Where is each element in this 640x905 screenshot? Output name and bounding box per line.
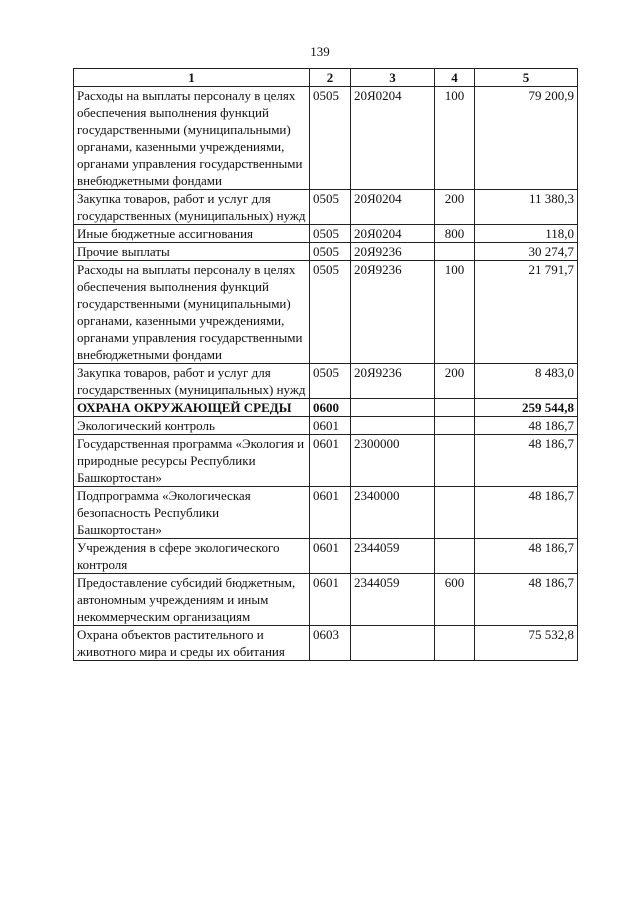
row-expense-kind-cell — [435, 626, 475, 661]
row-amount-cell: 8 483,0 — [475, 364, 578, 399]
row-section-cell: 0601 — [310, 574, 351, 626]
column-header-target-item: 3 — [351, 69, 435, 87]
row-amount-cell: 48 186,7 — [475, 574, 578, 626]
row-target-item-cell — [351, 417, 435, 435]
row-target-item-cell: 2300000 — [351, 435, 435, 487]
row-target-item-cell: 20Я0204 — [351, 87, 435, 190]
page-number: 139 — [310, 44, 330, 59]
row-section-cell: 0603 — [310, 626, 351, 661]
row-name-cell: Расходы на выплаты персоналу в целях обеспечения выполнения функций государственными (муниципальными) органами, казенными учреждениями, органами управления государственными внебюджетными фондами — [74, 87, 310, 190]
table-row — [74, 626, 578, 661]
row-amount-cell: 48 186,7 — [475, 487, 578, 539]
table-body — [74, 87, 578, 661]
row-amount-cell: 48 186,7 — [475, 417, 578, 435]
row-amount-cell: 118,0 — [475, 225, 578, 243]
row-section-cell: 0505 — [310, 225, 351, 243]
table-header-row — [74, 69, 578, 87]
row-target-item-cell: 2340000 — [351, 487, 435, 539]
row-name-cell: Иные бюджетные ассигнования — [74, 225, 310, 243]
row-name-cell: Экологический контроль — [74, 417, 310, 435]
row-target-item-cell: 20Я9236 — [351, 243, 435, 261]
row-section-cell: 0601 — [310, 539, 351, 574]
row-expense-kind-cell — [435, 539, 475, 574]
column-header-expense-kind: 4 — [435, 69, 475, 87]
row-name-cell: Учреждения в сфере экологического контроля — [74, 539, 310, 574]
row-section-cell: 0601 — [310, 417, 351, 435]
row-section-cell: 0601 — [310, 487, 351, 539]
row-target-item-cell: 2344059 — [351, 539, 435, 574]
row-target-item-cell — [351, 399, 435, 417]
row-section-cell: 0505 — [310, 261, 351, 364]
column-header-amount: 5 — [475, 69, 578, 87]
row-expense-kind-cell: 200 — [435, 364, 475, 399]
table-row — [74, 225, 578, 243]
table-row — [74, 539, 578, 574]
row-section-cell: 0505 — [310, 87, 351, 190]
budget-table — [73, 68, 578, 661]
row-expense-kind-cell — [435, 243, 475, 261]
row-expense-kind-cell — [435, 435, 475, 487]
row-section-cell: 0505 — [310, 364, 351, 399]
table-row — [74, 243, 578, 261]
table-row — [74, 574, 578, 626]
row-name-cell: Закупка товаров, работ и услуг для государственных (муниципальных) нужд — [74, 364, 310, 399]
row-expense-kind-cell: 100 — [435, 261, 475, 364]
row-amount-cell: 48 186,7 — [475, 435, 578, 487]
row-expense-kind-cell: 800 — [435, 225, 475, 243]
row-amount-cell: 79 200,9 — [475, 87, 578, 190]
table-row — [74, 435, 578, 487]
table-row — [74, 399, 578, 417]
row-amount-cell: 75 532,8 — [475, 626, 578, 661]
row-target-item-cell: 20Я9236 — [351, 261, 435, 364]
row-target-item-cell: 20Я9236 — [351, 364, 435, 399]
row-target-item-cell: 20Я0204 — [351, 225, 435, 243]
row-expense-kind-cell — [435, 417, 475, 435]
table-row — [74, 364, 578, 399]
row-expense-kind-cell: 600 — [435, 574, 475, 626]
row-expense-kind-cell — [435, 399, 475, 417]
table-row — [74, 487, 578, 539]
row-expense-kind-cell: 200 — [435, 190, 475, 225]
row-expense-kind-cell — [435, 487, 475, 539]
table-row — [74, 190, 578, 225]
row-target-item-cell: 2344059 — [351, 574, 435, 626]
row-name-cell: ОХРАНА ОКРУЖАЮЩЕЙ СРЕДЫ — [74, 399, 310, 417]
row-amount-cell: 30 274,7 — [475, 243, 578, 261]
table-row — [74, 417, 578, 435]
row-name-cell: Охрана объектов растительного и животного мира и среды их обитания — [74, 626, 310, 661]
table-row — [74, 87, 578, 190]
row-section-cell: 0600 — [310, 399, 351, 417]
row-amount-cell: 11 380,3 — [475, 190, 578, 225]
column-header-name: 1 — [74, 69, 310, 87]
row-target-item-cell: 20Я0204 — [351, 190, 435, 225]
row-amount-cell: 48 186,7 — [475, 539, 578, 574]
row-expense-kind-cell: 100 — [435, 87, 475, 190]
row-section-cell: 0601 — [310, 435, 351, 487]
row-name-cell: Государственная программа «Экология и природные ресурсы Республики Башкортостан» — [74, 435, 310, 487]
row-name-cell: Расходы на выплаты персоналу в целях обеспечения выполнения функций государственными (муниципальными) органами, казенными учреждениями, органами управления государственными внебюджетными фондами — [74, 261, 310, 364]
row-amount-cell: 259 544,8 — [475, 399, 578, 417]
table-row — [74, 261, 578, 364]
row-target-item-cell — [351, 626, 435, 661]
row-section-cell: 0505 — [310, 243, 351, 261]
row-name-cell: Подпрограмма «Экологическая безопасность Республики Башкортостан» — [74, 487, 310, 539]
row-name-cell: Предоставление субсидий бюджетным, автономным учреждениям и иным некоммерческим организациям — [74, 574, 310, 626]
row-name-cell: Закупка товаров, работ и услуг для государственных (муниципальных) нужд — [74, 190, 310, 225]
column-header-section: 2 — [310, 69, 351, 87]
row-amount-cell: 21 791,7 — [475, 261, 578, 364]
row-name-cell: Прочие выплаты — [74, 243, 310, 261]
row-section-cell: 0505 — [310, 190, 351, 225]
